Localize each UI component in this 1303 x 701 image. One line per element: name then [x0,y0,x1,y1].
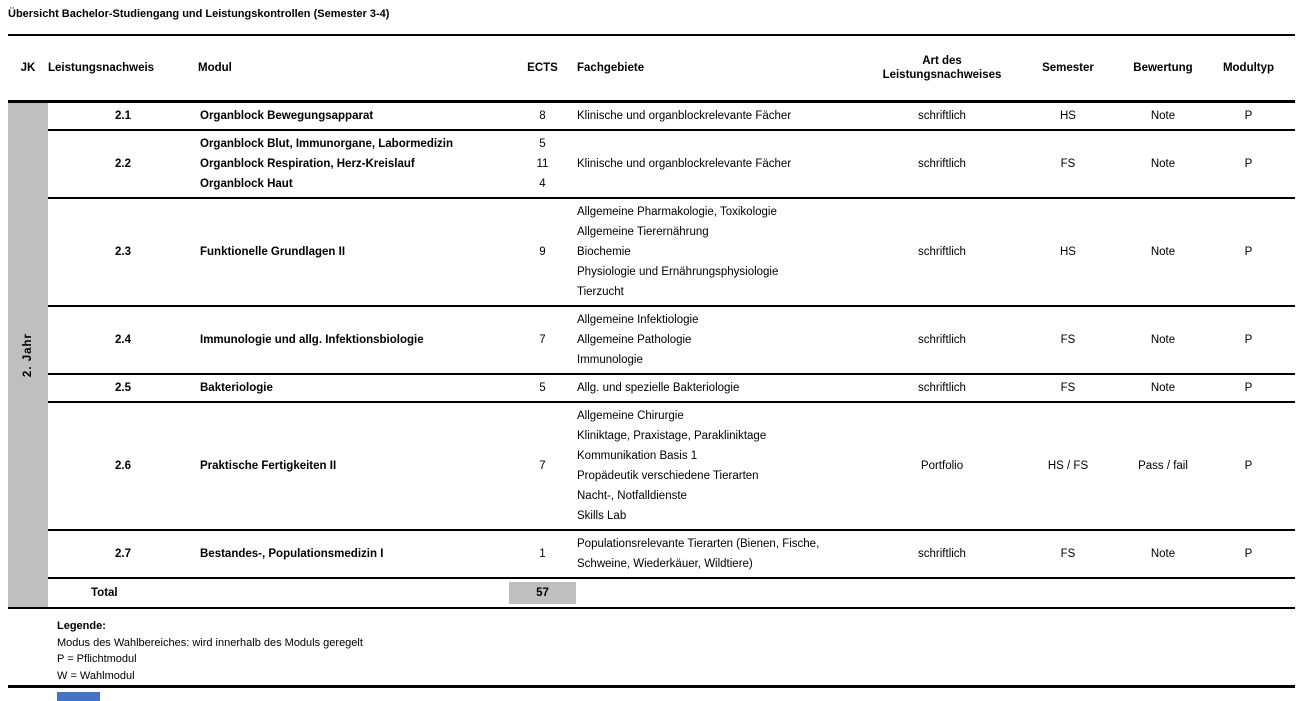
module-ects: 5 [539,382,546,394]
modultyp-cell: P [1244,382,1253,394]
title-divider [8,34,1295,36]
module-block [198,330,565,350]
fachgebiet-line: Allgemeine Infektiologie [577,314,699,326]
module-name: Bakteriologie [200,382,273,394]
fachgebiet-line: Allg. und spezielle Bakteriologie [577,382,740,394]
module-name: Funktionelle Grundlagen II [200,246,346,258]
table-row [48,403,1295,531]
module-line [198,544,565,564]
module-line [198,174,565,194]
fachgebiete-cell [565,534,872,574]
module-ects: 9 [539,246,546,258]
module-line [198,378,565,398]
fachgebiet-line: Allgemeine Tierernährung [577,226,709,238]
column-header-semester: Semester [1042,62,1094,74]
total-module-block [198,582,565,604]
art-cell: schriftlich [918,246,966,258]
fachgebiet-line: Physiologie und Ernährungsphysiologie [577,266,779,278]
semester-cell: FS [1060,334,1076,346]
total-row [48,579,1295,607]
table-row [48,131,1295,199]
module-line [198,154,565,174]
column-header-modul: Modul [198,62,232,74]
curriculum-table [8,100,1295,609]
module-ects: 8 [539,110,546,122]
column-header-ects: ECTS [527,62,558,74]
table-row [48,199,1295,307]
module-block [198,544,565,564]
semester-cell: FS [1060,548,1076,560]
fachgebiet-line: Populationsrelevante Tierarten (Bienen, Fische, [577,538,820,550]
row-number: 2.4 [115,334,131,346]
bewertung-cell: Note [1150,110,1176,122]
legend-line: Modus des Wahlbereiches: wird innerhalb des Moduls geregelt [57,636,363,649]
module-block [198,106,565,126]
legend-line: W = Wahlmodul [57,669,135,682]
table-row [48,103,1295,131]
column-header-modultyp: Modultyp [1222,62,1275,74]
row-number: 2.2 [115,158,131,170]
module-line [198,134,565,154]
module-name: Praktische Fertigkeiten II [200,460,337,472]
fachgebiete-cell [565,406,872,526]
table-rows [48,103,1295,607]
module-name: Organblock Bewegungsapparat [200,110,374,122]
row-number: 2.1 [115,110,131,122]
fachgebiet-line: Nacht-, Notfalldienste [577,490,687,502]
fachgebiete-cell [565,202,872,302]
bewertung-cell: Note [1150,158,1176,170]
year-label: 2. Jahr [22,332,34,378]
footer-blue-mark [57,692,100,701]
fachgebiet-line: Kliniktage, Praxistage, Parakliniktage [577,430,767,442]
bewertung-cell: Note [1150,334,1176,346]
row-number: 2.3 [115,246,131,258]
column-header-bewertung: Bewertung [1133,62,1193,74]
total-label: Total [91,587,118,599]
fachgebiet-line: Schweine, Wiederkäuer, Wildtiere) [577,558,753,570]
module-name: Bestandes-, Populationsmedizin I [200,548,384,560]
module-ects: 5 [539,138,546,150]
fachgebiet-line: Allgemeine Pathologie [577,334,692,346]
module-line [198,242,565,262]
fachgebiete-cell [565,154,872,174]
legend [57,618,363,684]
total-line [198,582,565,604]
bewertung-cell: Note [1150,548,1176,560]
row-number: 2.5 [115,382,131,394]
semester-cell: HS [1060,110,1076,122]
table-header [8,37,1295,99]
bewertung-cell: Pass / fail [1138,460,1188,472]
column-header-jk: JK [20,62,36,74]
fachgebiet-line: Klinische und organblockrelevante Fächer [577,158,792,170]
module-block [198,242,565,262]
module-name: Organblock Haut [200,178,293,190]
module-block [198,456,565,476]
jk-year-bar [8,103,48,607]
legend-line: P = Pflichtmodul [57,653,137,665]
fachgebiet-line: Allgemeine Pharmakologie, Toxikologie [577,206,777,218]
bewertung-cell: Note [1150,246,1176,258]
fachgebiete-cell [565,378,872,398]
fachgebiet-line: Tierzucht [577,286,624,298]
table-row [48,375,1295,403]
fachgebiet-line: Kommunikation Basis 1 [577,450,698,462]
semester-cell: FS [1060,158,1076,170]
total-spacer [198,582,520,604]
art-cell: schriftlich [918,548,966,560]
module-name: Immunologie und allg. Infektionsbiologie [200,334,424,346]
modultyp-cell: P [1244,110,1253,122]
fachgebiet-line: Biochemie [577,246,631,258]
footer-divider [8,685,1295,688]
modultyp-cell: P [1244,548,1253,560]
total-ects: 57 [509,582,576,604]
fachgebiet-line: Allgemeine Chirurgie [577,410,684,422]
module-name: Organblock Blut, Immunorgane, Labormedizin [200,138,454,150]
module-line [198,456,565,476]
fachgebiet-line: Immunologie [577,354,643,366]
fachgebiete-cell [565,106,872,126]
art-cell: schriftlich [918,158,966,170]
module-block [198,378,565,398]
art-cell: schriftlich [918,382,966,394]
column-header-art-des-leistungsnachweises: Art des Leistungsnachweises [882,55,1002,81]
module-ects: 1 [539,548,546,560]
fachgebiet-line: Skills Lab [577,510,627,522]
art-cell: Portfolio [920,460,964,472]
fachgebiete-cell [565,310,872,370]
module-name: Organblock Respiration, Herz-Kreislauf [200,158,415,170]
module-ects: 7 [539,460,546,472]
row-number: 2.6 [115,460,131,472]
modultyp-cell: P [1244,246,1253,258]
modultyp-cell: P [1244,158,1253,170]
modultyp-cell: P [1244,460,1253,472]
module-line [198,330,565,350]
module-ects: 4 [539,178,546,190]
module-ects: 11 [536,158,549,170]
fachgebiet-line: Klinische und organblockrelevante Fächer [577,110,792,122]
legend-title: Legende: [57,620,106,632]
column-header-fachgebiete: Fachgebiete [577,62,645,74]
table-row [48,307,1295,375]
row-number: 2.7 [115,548,131,560]
art-cell: schriftlich [918,110,966,122]
art-cell: schriftlich [918,334,966,346]
semester-cell: HS [1060,246,1076,258]
bewertung-cell: Note [1150,382,1176,394]
module-block [198,134,565,194]
semester-cell: HS / FS [1047,460,1089,472]
modultyp-cell: P [1244,334,1253,346]
module-line [198,106,565,126]
column-header-leistungsnachweis: Leistungsnachweis [48,62,155,74]
fachgebiet-line: Propädeutik verschiedene Tierarten [577,470,759,482]
table-row [48,531,1295,579]
page-title: Übersicht Bachelor-Studiengang und Leistungskontrollen (Semester 3-4) [8,8,390,20]
semester-cell: FS [1060,382,1076,394]
module-ects: 7 [539,334,546,346]
